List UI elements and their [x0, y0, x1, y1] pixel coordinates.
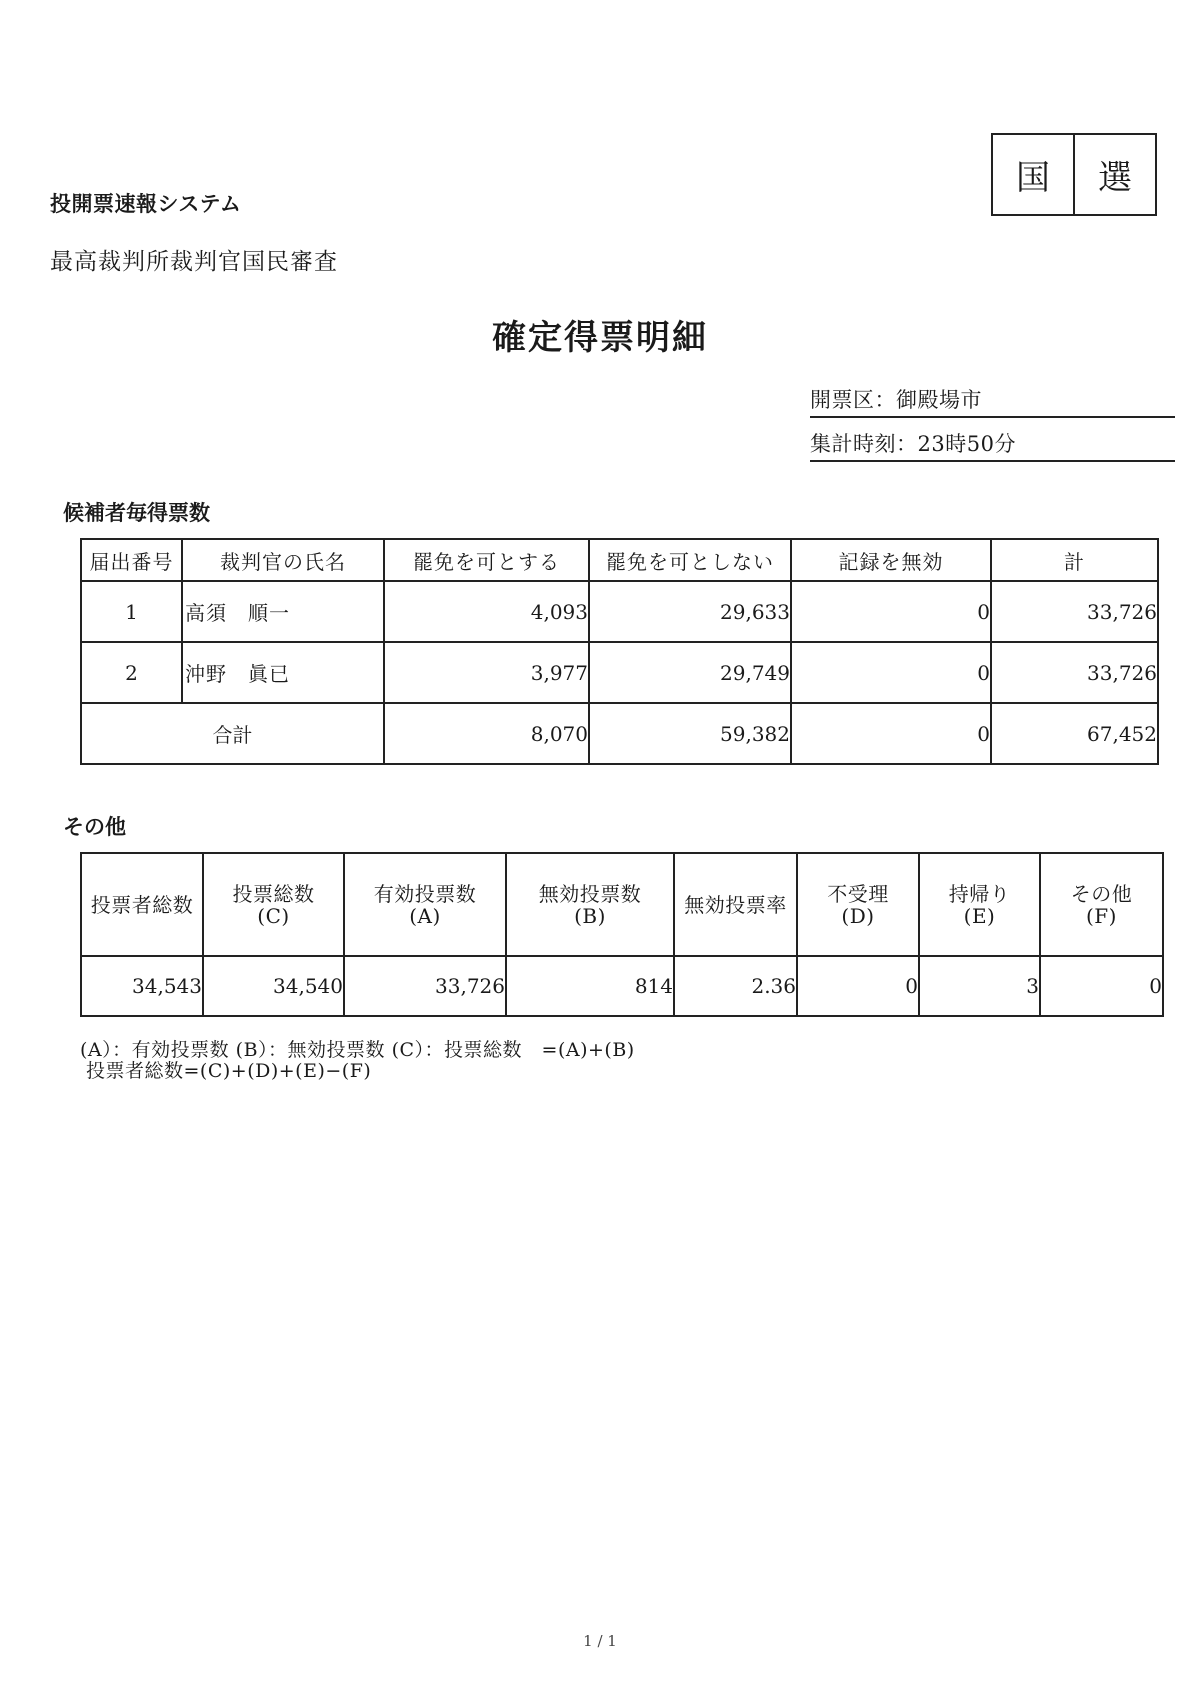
cell-grand-total: 67,452: [991, 703, 1158, 764]
cell-total-voters: 34,543: [81, 956, 203, 1016]
cell-invalid: 0: [791, 642, 991, 703]
tally-time: 集計時刻：23時50分: [810, 428, 1175, 462]
cell-dismiss-no: 29,749: [589, 642, 791, 703]
badge-char-1: 国: [1016, 158, 1050, 198]
table-header-row: [81, 853, 1163, 956]
cell-number: 1: [81, 581, 182, 642]
header-label: その他: [1070, 881, 1133, 906]
col-header-not-accepted: [797, 853, 919, 956]
header-label: 投票者総数: [90, 892, 194, 917]
cell-valid-ballots: 33,726: [344, 956, 506, 1016]
cell-invalid-ballots: 814: [506, 956, 674, 1016]
cell-dismiss-yes: 4,093: [384, 581, 589, 642]
cell-dismiss-no: 29,633: [589, 581, 791, 642]
election-name: 最高裁判所裁判官国民審査: [50, 249, 338, 275]
col-header-invalid: 記録を無効: [791, 539, 991, 581]
col-header-total: 計: [991, 539, 1158, 581]
cell-total: 33,726: [991, 581, 1158, 642]
cell-invalid-rate: 2.36: [674, 956, 797, 1016]
col-header-dismiss-no: 罷免を可としない: [589, 539, 791, 581]
system-name: 投開票速報システム: [50, 192, 242, 216]
col-header-taken-home: [919, 853, 1040, 956]
header-code: (A): [409, 903, 441, 928]
header-code: (E): [963, 903, 996, 928]
header-code: (F): [1086, 903, 1117, 928]
col-header-total-voters: [81, 853, 203, 956]
col-header-valid-ballots: [344, 853, 506, 956]
cell-number: 2: [81, 642, 182, 703]
cell-judge-name: 沖野 眞已: [182, 642, 384, 703]
cell-total-ballots: 34,540: [203, 956, 344, 1016]
header-label: 持帰り: [948, 881, 1011, 906]
table-row: [81, 642, 1158, 703]
cell-taken-home: 3: [919, 956, 1040, 1016]
cell-other: 0: [1040, 956, 1163, 1016]
table-row: [81, 956, 1163, 1016]
table-row: [81, 581, 1158, 642]
cell-judge-name: 高須 順一: [182, 581, 384, 642]
header-label: 不受理: [827, 881, 889, 906]
col-header-total-ballots: [203, 853, 344, 956]
cell-dismiss-yes-total: 8,070: [384, 703, 589, 764]
footnote-line: (A）：有効投票数 (B）：無効投票数 (C）：投票総数 =(A)+(B): [80, 1039, 635, 1061]
candidates-table: [80, 538, 1159, 765]
badge-char-2: 選: [1073, 135, 1155, 214]
cell-not-accepted: 0: [797, 956, 919, 1016]
col-header-judge-name: 裁判官の氏名: [182, 539, 384, 581]
cell-dismiss-yes: 3,977: [384, 642, 589, 703]
header-code: (B): [574, 903, 606, 928]
col-header-dismiss-yes: 罷免を可とする: [384, 539, 589, 581]
footnotes: [80, 1040, 635, 1082]
footnote-line: 投票者総数=(C)+(D)+(E)−(F): [86, 1060, 372, 1082]
header-label: 投票総数: [232, 881, 315, 906]
candidates-section-title: 候補者毎得票数: [63, 501, 210, 525]
table-total-row: [81, 703, 1158, 764]
page-number: 1 / 1: [583, 1632, 617, 1650]
col-header-invalid-rate: [674, 853, 797, 956]
cell-invalid-total: 0: [791, 703, 991, 764]
table-header-row: [81, 539, 1158, 581]
header-label: 無効投票率: [684, 892, 787, 917]
other-stats-table: [80, 852, 1164, 1017]
cell-dismiss-no-total: 59,382: [589, 703, 791, 764]
cell-total-label: 合計: [81, 703, 384, 764]
cell-total: 33,726: [991, 642, 1158, 703]
other-section-title: その他: [63, 815, 126, 839]
header-label: 無効投票数: [538, 881, 642, 906]
col-header-number: 届出番号: [81, 539, 182, 581]
header-code: (D): [841, 903, 875, 928]
election-type-badge: [991, 133, 1157, 216]
col-header-invalid-ballots: [506, 853, 674, 956]
header-code: (C): [257, 903, 290, 928]
header-label: 有効投票数: [373, 881, 477, 906]
cell-invalid: 0: [791, 581, 991, 642]
ballot-district: 開票区：御殿場市: [810, 384, 1175, 418]
col-header-other: [1040, 853, 1163, 956]
document-title: 確定得票明細: [492, 318, 708, 358]
